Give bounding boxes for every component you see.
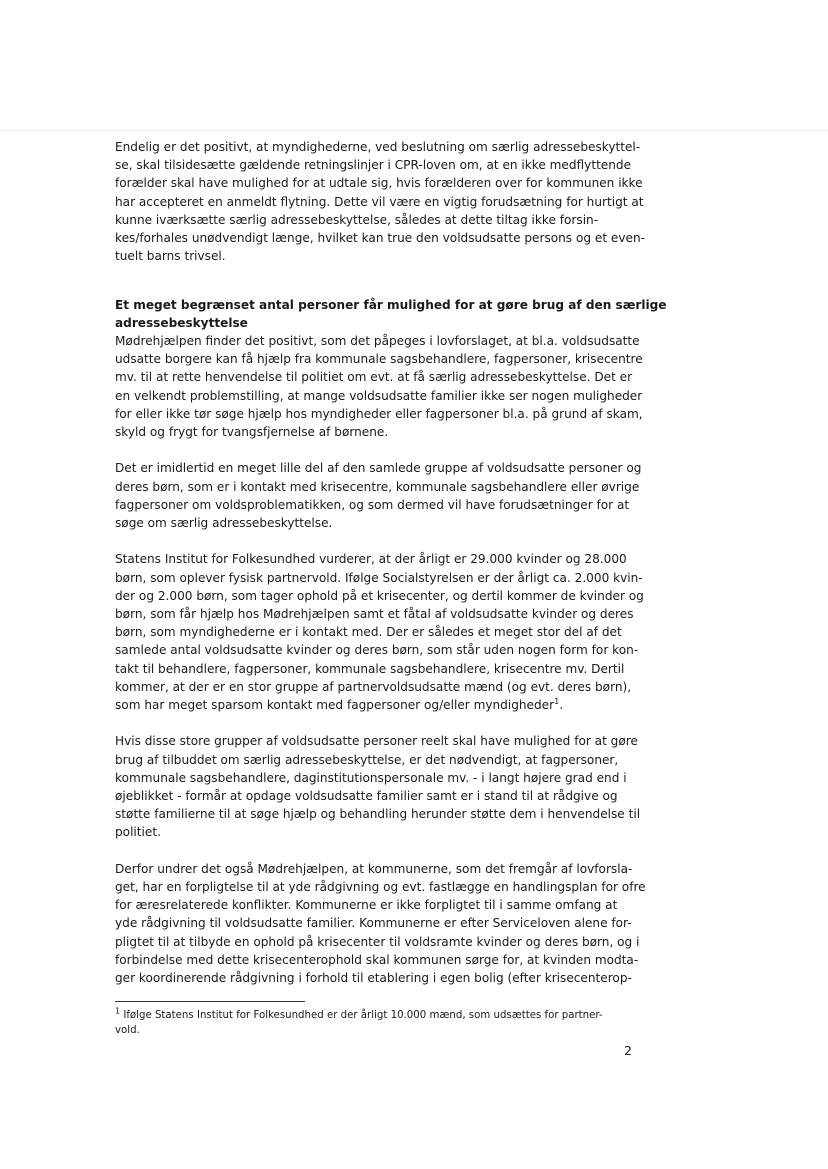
section-heading [115, 284, 667, 332]
text-line: mv. til at rette henvendelse til politiet om evt. at få særlig adressebeskyttelse. Det er [115, 370, 633, 385]
paragraph-3 [115, 459, 642, 532]
text-line: tuelt barns trivsel. [115, 249, 226, 264]
footnote-line: vold. [115, 1025, 140, 1036]
text-line: har accepteret en anmeldt flytning. Dette vil være en vigtig forudsætning for hurtigt at [115, 194, 644, 209]
text-line: fagpersoner om voldsproblematikken, og som dermed vil have forudsætninger for at [115, 497, 630, 512]
text-line: takt til behandlere, fagpersoner, kommunale sagsbehandlere, krisecentre mv. Dertil [115, 661, 625, 676]
text-line: get, har en forpligtelse til at yde rådgivning og evt. fastlægge en handlingsplan for ofre [115, 880, 646, 895]
text-line: Hvis disse store grupper af voldsudsatte personer reelt skal have mulighed for at gøre [115, 734, 638, 749]
text-line: deres børn, som er i kontakt med krisecentre, kommunale sagsbehandlere eller øvrige [115, 479, 640, 494]
text-line: politiet. [115, 825, 161, 840]
footnote-text: Ifølge Statens Institut for Folkesundhed er der årligt 10.000 mænd, som udsættes for partner- [123, 1010, 603, 1021]
paragraph-2 [115, 332, 643, 441]
text-fragment: som har meget sparsom kontakt med fagpersoner og/eller myndigheder [115, 698, 555, 713]
text-line: Statens Institut for Folkesundhed vurderer, at der årligt er 29.000 kvinder og 28.000 [115, 552, 627, 567]
text-line: en velkendt problemstilling, at mange voldsudsatte familier ikke ser nogen muligheder [115, 388, 643, 403]
paragraph-6 [115, 860, 646, 987]
text-line: søge om særlig adressebeskyttelse. [115, 516, 333, 531]
text-line: udsatte borgere kan få hjælp fra kommunale sagsbehandlere, fagpersoner, krisecentre [115, 352, 643, 367]
text-fragment: . [559, 698, 564, 713]
paragraph-4 [115, 550, 644, 714]
text-line: Derfor undrer det også Mødrehjælpen, at kommunerne, som det fremgår af lovforsla- [115, 861, 633, 876]
text-line: forælder skal have mulighed for at udtale sig, hvis forælderen over for kommunen ikke [115, 176, 643, 191]
text-line: kommer, at der er en stor gruppe af partnervoldsudsatte mænd (og evt. deres børn), [115, 679, 632, 694]
text-line: for eller ikke tør søge hjælp hos myndigheder eller fagpersoner bl.a. på grund af skam, [115, 406, 643, 421]
heading-line: Et meget begrænset antal personer får mulighed for at gøre brug af den særlige [115, 297, 667, 312]
text-line: kommunale sagsbehandlere, daginstitutionspersonale mv. - i langt højere grad end i [115, 770, 627, 785]
heading-line: adressebeskyttelse [115, 315, 248, 330]
footnote-reference[interactable]: 1 [554, 697, 560, 707]
footnote-marker: 1 [115, 1006, 121, 1016]
paragraph-1 [115, 138, 645, 265]
text-line: øjeblikket - formår at opdage voldsudsatte familier samt er i stand til at rådgive og [115, 789, 618, 804]
footnote [115, 1008, 635, 1038]
text-line: Mødrehjælpen finder det positivt, som det påpeges i lovforslaget, at bl.a. voldsudsatte [115, 334, 640, 349]
text-line: der og 2.000 børn, som tager ophold på et krisecenter, og dertil kommer de kvinder og [115, 588, 644, 603]
text-line: yde rådgivning til voldsudsatte familier. Kommunerne er efter Serviceloven alene for- [115, 916, 632, 931]
text-line: skyld og frygt for tvangsfjernelse af børnene. [115, 425, 389, 440]
text-line: kunne iværksætte særlig adressebeskyttelse, således at dette tiltag ikke forsin- [115, 212, 599, 227]
text-line: kes/forhales unødvendigt længe, hvilket kan true den voldsudsatte persons og et even- [115, 231, 645, 246]
text-line [115, 696, 635, 714]
text-line: børn, som oplever fysisk partnervold. Ifølge Socialstyrelsen er der årligt ca. 2.000 kvin- [115, 570, 643, 585]
text-line: se, skal tilsidesætte gældende retningslinjer i CPR-loven om, at en ikke medflyttende [115, 158, 632, 173]
text-line: børn, som myndighederne er i kontakt med. Der er således et meget stor del af det [115, 625, 622, 640]
page-number: 2 [624, 1043, 632, 1058]
text-line: Endelig er det positivt, at myndighederne, ved beslutning om særlig adressebeskyttel- [115, 140, 641, 154]
text-line: støtte familierne til at søge hjælp og behandling herunder støtte dem i henvendelse til [115, 807, 641, 822]
text-line: brug af tilbuddet om særlig adressebeskyttelse, er det nødvendigt, at fagpersoner, [115, 752, 619, 767]
text-line: forbindelse med dette krisecenterophold skal kommunen sørge for, at kvinden modta- [115, 952, 639, 967]
text-line: Det er imidlertid en meget lille del af den samlede gruppe af voldsudsatte personer og [115, 461, 642, 476]
footnote-line [115, 1008, 635, 1023]
text-line: ger koordinerende rådgivning i forhold til etablering i egen bolig (efter krisecenterop- [115, 971, 632, 986]
footnote-divider [115, 1001, 305, 1002]
text-line: samlede antal voldsudsatte kvinder og deres børn, som står uden nogen form for kon- [115, 643, 639, 658]
text-line: pligtet til at tilbyde en ophold på krisecenter til voldsramte kvinder og deres børn, og i [115, 934, 640, 949]
document-body [115, 138, 667, 1005]
text-line: børn, som får hjælp hos Mødrehjælpen samt et fåtal af voldsudsatte kvinder og deres [115, 607, 634, 622]
text-line: for æresrelaterede konflikter. Kommunerne er ikke forpligtet til i samme omfang at [115, 898, 618, 913]
paragraph-5 [115, 732, 641, 841]
top-divider [0, 130, 828, 131]
